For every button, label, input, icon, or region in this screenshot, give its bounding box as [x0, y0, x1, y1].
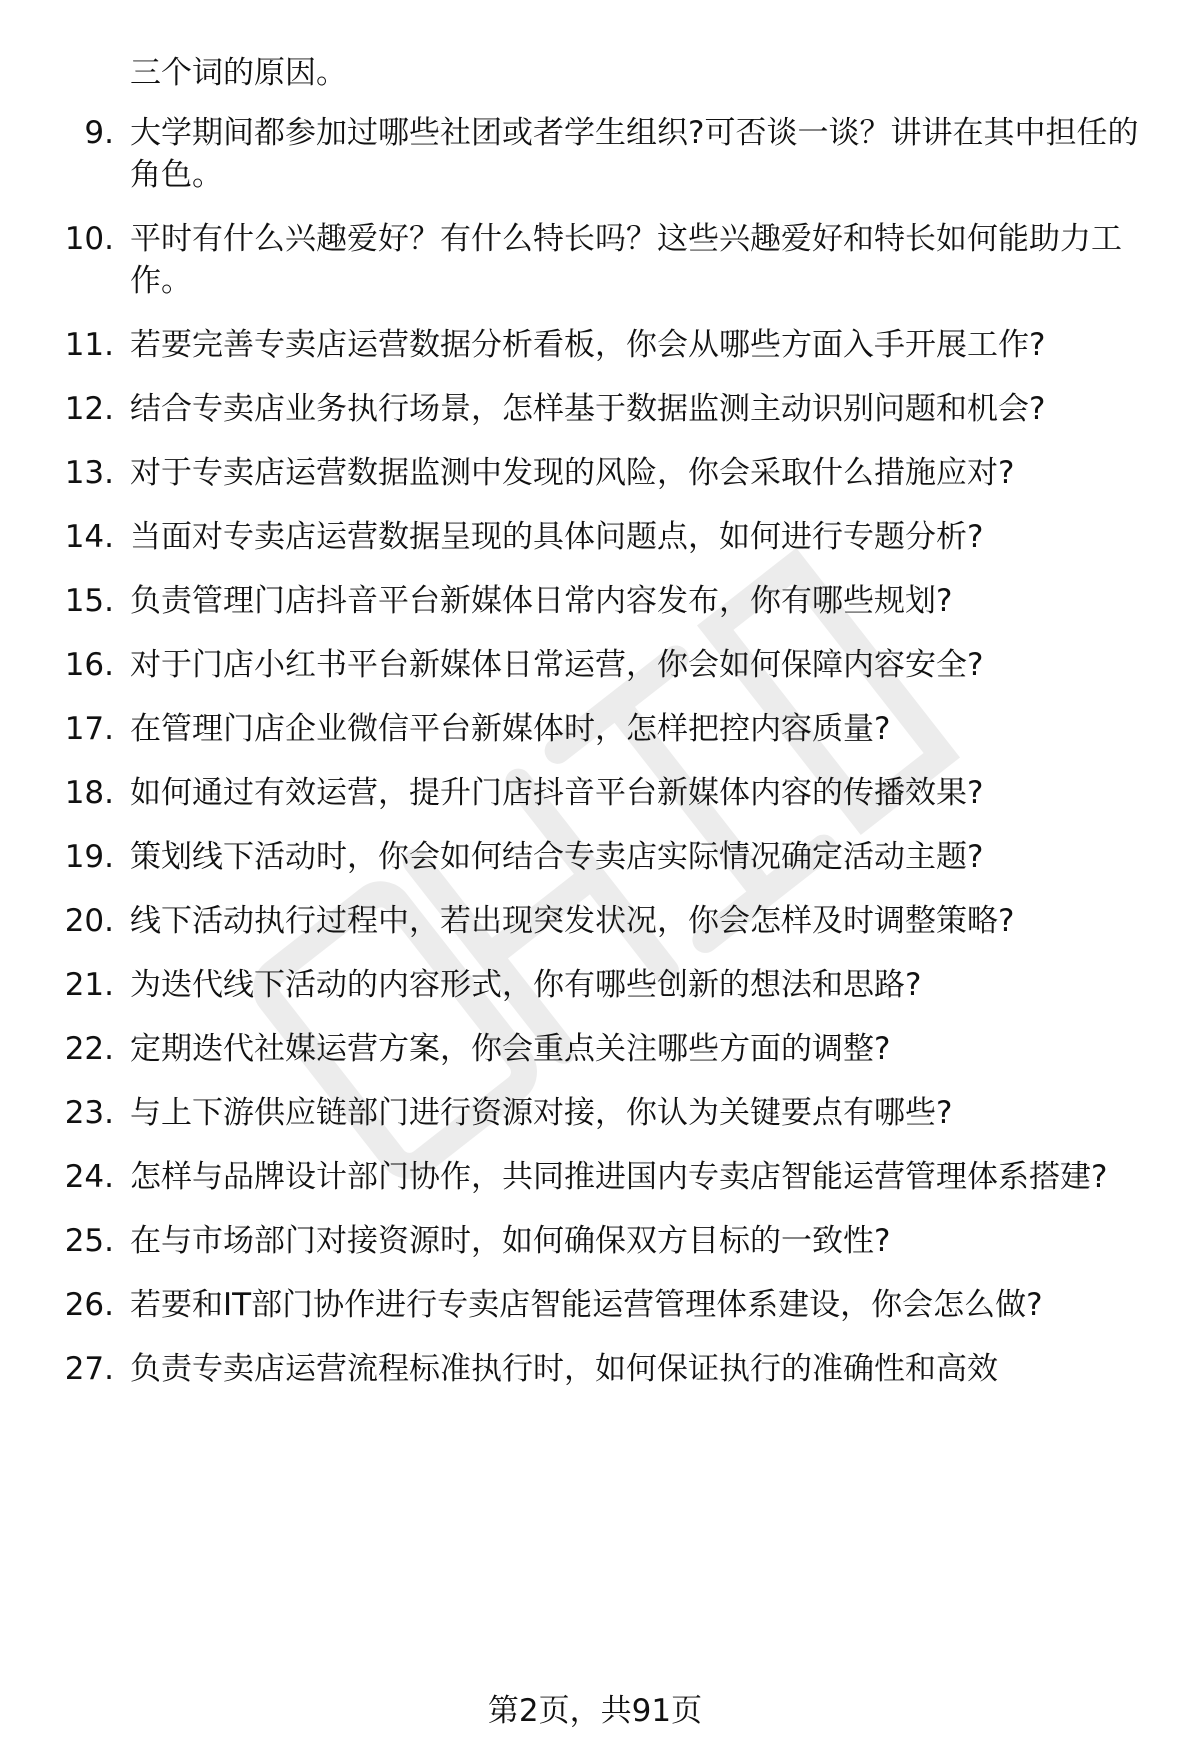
item-text: 平时有什么兴趣爱好？有什么特长吗？这些兴趣爱好和特长如何能助力工作。 [130, 221, 1122, 299]
list-item [0, 324, 1190, 366]
list-item [0, 1284, 1190, 1326]
item-text: 为迭代线下活动的内容形式，你有哪些创新的想法和思路? [130, 967, 922, 1003]
item-text: 对于门店小红书平台新媒体日常运营，你会如何保障内容安全? [130, 647, 984, 683]
item-number: 19. [64, 839, 114, 875]
item-number: 27. [64, 1351, 114, 1387]
item-number: 23. [64, 1095, 114, 1131]
page-number: 第2页，共91页 [487, 1693, 703, 1729]
list-item [0, 1220, 1190, 1262]
list-item [0, 1348, 1190, 1390]
item-text: 当面对专卖店运营数据呈现的具体问题点，如何进行专题分析? [130, 519, 984, 555]
list-item [0, 112, 1190, 196]
item-number: 20. [64, 903, 114, 939]
item-text: 若要和IT部门协作进行专卖店智能运营管理体系建设，你会怎么做? [130, 1287, 1043, 1323]
list-item [0, 964, 1190, 1006]
item-text: 线下活动执行过程中，若出现突发状况，你会怎样及时调整策略? [130, 903, 1015, 939]
item-text: 策划线下活动时，你会如何结合专卖店实际情况确定活动主题? [130, 839, 984, 875]
list-item [0, 580, 1190, 622]
item-number: 21. [64, 967, 114, 1003]
item-text: 大学期间都参加过哪些社团或者学生组织?可否谈一谈？讲讲在其中担任的角色。 [130, 115, 1139, 193]
question-list [0, 112, 1190, 1412]
item-text: 在与市场部门对接资源时，如何确保双方目标的一致性? [130, 1223, 891, 1259]
item-text: 对于专卖店运营数据监测中发现的风险，你会采取什么措施应对? [130, 455, 1015, 491]
list-item [0, 1156, 1190, 1198]
item-text: 如何通过有效运营，提升门店抖音平台新媒体内容的传播效果? [130, 775, 984, 811]
list-item [0, 772, 1190, 814]
list-item [0, 708, 1190, 750]
list-item [0, 452, 1190, 494]
list-item [0, 644, 1190, 686]
list-item [0, 836, 1190, 878]
list-item [0, 516, 1190, 558]
list-item [0, 1092, 1190, 1134]
item-text: 负责管理门店抖音平台新媒体日常内容发布，你有哪些规划? [130, 583, 953, 619]
item-number: 9. [84, 115, 114, 151]
item-number: 18. [64, 775, 114, 811]
continued-text: 三个词的原因。 [130, 55, 347, 91]
item-number: 24. [64, 1159, 114, 1195]
item-number: 25. [64, 1223, 114, 1259]
item-number: 11. [64, 327, 114, 363]
item-number: 17. [64, 711, 114, 747]
item-text: 怎样与品牌设计部门协作，共同推进国内专卖店智能运营管理体系搭建? [130, 1159, 1108, 1195]
item-text: 定期迭代社媒运营方案，你会重点关注哪些方面的调整? [130, 1031, 891, 1067]
item-text: 若要完善专卖店运营数据分析看板，你会从哪些方面入手开展工作? [130, 327, 1046, 363]
item-number: 10. [64, 221, 114, 257]
item-number: 26. [64, 1287, 114, 1323]
item-text: 在管理门店企业微信平台新媒体时，怎样把控内容质量? [130, 711, 891, 747]
item-number: 15. [64, 583, 114, 619]
list-item [0, 388, 1190, 430]
item-number: 22. [64, 1031, 114, 1067]
item-text: 负责专卖店运营流程标准执行时，如何保证执行的准确性和高效 [130, 1351, 998, 1387]
item-number: 14. [64, 519, 114, 555]
list-item [0, 218, 1190, 302]
item-number: 12. [64, 391, 114, 427]
item-text: 与上下游供应链部门进行资源对接，你认为关键要点有哪些? [130, 1095, 953, 1131]
item-number: 13. [64, 455, 114, 491]
list-item [0, 900, 1190, 942]
item-text: 结合专卖店业务执行场景，怎样基于数据监测主动识别问题和机会? [130, 391, 1046, 427]
item-number: 16. [64, 647, 114, 683]
list-item [0, 1028, 1190, 1070]
